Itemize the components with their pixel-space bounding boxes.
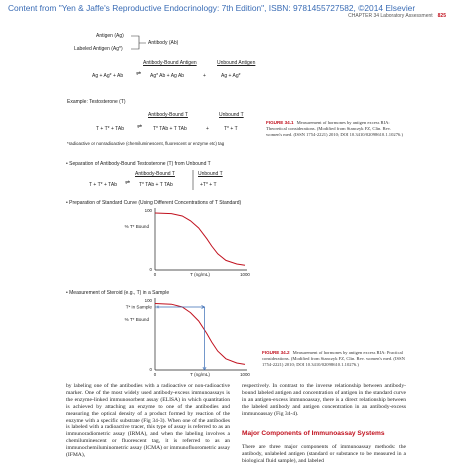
- separation-title: • Separation of Antibody-Bound Testosterone (T) from Unbound T: [66, 161, 211, 167]
- figure-34-2-caption-label: FIGURE 34.2: [262, 350, 290, 355]
- separation-unbound-head: Unbound T: [198, 171, 223, 177]
- y-tick-label: 0: [149, 367, 152, 372]
- chapter-title: CHAPTER 34 Laboratory Assessment: [348, 13, 433, 19]
- figure-34-2-caption-text: Measurement of hormones by antigen excess RIA: Practical considerations. (Modified from Stanczyk FZ, Clin. Rev. women's med. (ISSN 1754-2221) 2010; DOI 10.3410/02098610.1.10276.): [262, 350, 405, 367]
- t-equation-unbound: T* + T: [224, 126, 238, 132]
- tag-footnote: *radioactive or nonradioactive (chemiluminescent, fluorescent or enzyme etc) tag: [67, 141, 225, 146]
- figure-34-1-caption-text: Measurement of hormones by antigen excess RIA: Theoretical considerations. (Modified from Stanczyk FZ, Clin. Rev. women's med. (ISSN 1754-2221) 2010; DOI 10.3410/02098610.1.10276.): [266, 120, 403, 137]
- measurement-title: • Measurement of Steroid (e.g., T) in a Sample: [66, 290, 170, 296]
- body-left-column: by labeling one of the antibodies with a radioactive or non-radioactive marker. One of the most widely used antibody-excess immunoassays is the enzyme-linked immunosorbent assay (ELISA) in which quantitation is achieved by attaching an enzyme to one of the antibodies and measuring the optical density of a product formed by reaction of the enzyme with a specific substrate (Fig 34-3). When one of the antibodies is labeled with a radioactive tracer, this type of assay is referred to as an immunoradiometric assay (IRMA), and when the labeling involves a chemiluminescent or fluorescent tag, it is referred to as an immunochemiluminometric assay (ICMA) or immunofluorometric assay (IFMA),: [66, 383, 230, 459]
- x-axis-label: T (ng/mL): [190, 272, 210, 277]
- x-tick-label: 1000: [240, 272, 250, 277]
- labeled-antigen-label: Labeled Antigen (Ag*): [74, 46, 123, 52]
- x-axis-label: T (ng/mL): [190, 372, 210, 377]
- x-tick-label: 0: [153, 372, 157, 377]
- sample-marker-label: T* in Sample: [125, 304, 152, 310]
- separation-equation-left: T + T* + TAb: [89, 182, 117, 188]
- copyright-watermark: Content from "Yen & Jaffe's Reproductive Endocrinology: 7th Edition", ISBN: 9781455727582, ©2014 Elsevier: [8, 3, 416, 13]
- t-bound-head: Antibody-Bound T: [148, 112, 188, 118]
- sample-marker-x: X: [156, 304, 160, 310]
- x-tick-label: 0: [153, 272, 157, 277]
- equation-plus: +: [203, 73, 206, 79]
- equation-bound: Ag* Ab + Ag Ab: [150, 73, 185, 79]
- t-unbound-head: Unbound T: [219, 112, 244, 118]
- section-heading: Major Components of Immunoassay Systems: [242, 430, 385, 437]
- separation-equation-bound: T* TAb + T TAb: [139, 182, 173, 188]
- standard-curve-line: [155, 304, 245, 365]
- example-label: Example: Testosterone (T): [67, 99, 126, 105]
- antibody-label: Antibody (Ab): [148, 40, 179, 46]
- equilibrium-arrow-2: ⇌: [137, 124, 143, 130]
- equilibrium-arrow-1: ⇌: [136, 71, 142, 77]
- separation-equation-unbound: +T* + T: [200, 182, 217, 188]
- unbound-antigen-head: Unbound Antigen: [217, 60, 256, 66]
- t-equation-bound: T* TAb + T TAb: [153, 126, 187, 132]
- figure-34-2-caption: [262, 350, 406, 367]
- y-tick-label: 0: [149, 267, 152, 272]
- y-axis-label: % T* Bound: [124, 224, 149, 229]
- body-right-column-top: respectively. In contrast to the inverse relationship between antibody-bound labeled antigen and concentration of antigen in the standard curve in an antigen-excess immunoassay, there is a direct relationship between the labeled antibody and antigen concentration in an antibody-excess immunoassay (Fig 34-4).: [242, 383, 406, 417]
- body-right-column-bottom: There are three major components of immunoassay methods: the antibody, unlabeled antigen (standard or substance to be measured in a biological fluid sample), and labeled: [242, 444, 406, 464]
- t-equation-left: T + T* + TAb: [96, 126, 124, 132]
- standard-curve-title: • Preparation of Standard Curve (Using Different Concentrations of T Standard): [66, 200, 242, 206]
- y-axis-label: % T* Bound: [124, 317, 149, 322]
- figure-34-1-caption-label: FIGURE 34.1: [266, 120, 294, 125]
- x-tick-label: 1000: [240, 372, 250, 377]
- separation-arrow: ⇌: [125, 180, 131, 186]
- antigen-label: Antigen (Ag): [96, 33, 124, 39]
- equation-left: Ag + Ag* + Ab: [92, 73, 124, 79]
- page-number: 825: [437, 13, 446, 19]
- y-tick-label: 100: [144, 298, 152, 303]
- bound-antigen-head: Antibody-Bound Antigen: [143, 60, 197, 66]
- equation-unbound: Ag + Ag*: [221, 73, 241, 79]
- t-equation-plus: +: [206, 126, 209, 132]
- y-tick-label: 100: [144, 208, 152, 213]
- separation-bound-head: Antibody-Bound T: [135, 171, 175, 177]
